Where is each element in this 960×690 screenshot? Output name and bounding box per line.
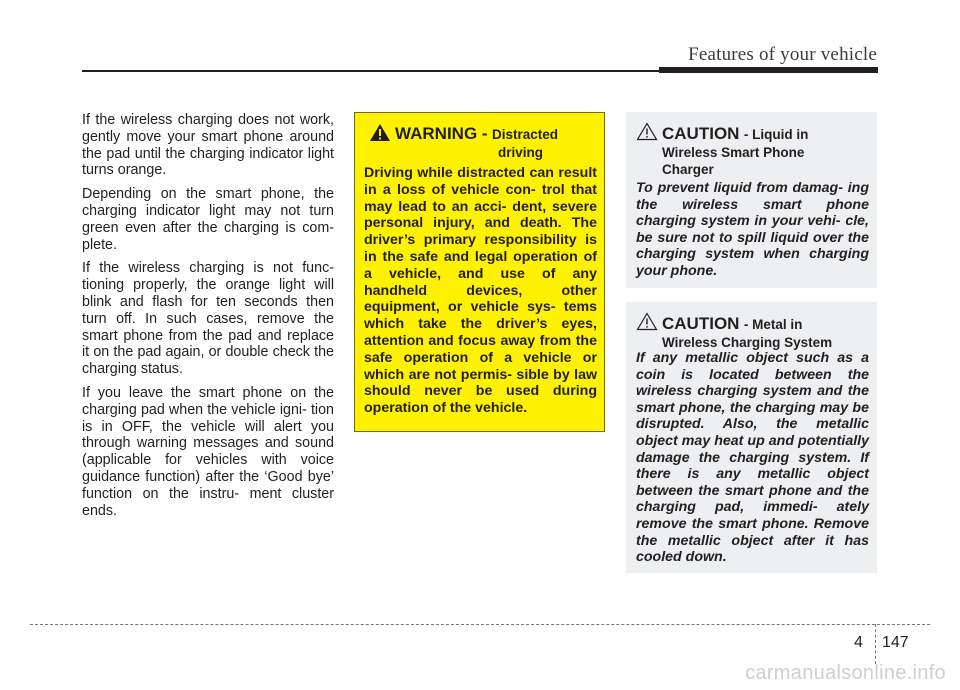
- caution-triangle-icon: [636, 312, 658, 336]
- caution-liquid-subtitle: - Liquid in: [743, 127, 809, 142]
- caution-liquid-subtitle-3: Charger: [662, 162, 714, 177]
- caution-liquid-box: [626, 112, 877, 288]
- caution-metal-label: CAUTION: [662, 314, 740, 333]
- caution-metal-heading: [662, 314, 872, 351]
- warning-box: [354, 112, 605, 432]
- warning-subtitle: Distracted: [492, 127, 559, 142]
- caution-liquid-label: CAUTION: [662, 124, 740, 143]
- paragraph-1: If the wireless charging does not work, gently move your smart phone around the pad until the charging indicator light turns orange.: [82, 112, 334, 179]
- warning-label: WARNING -: [395, 124, 488, 143]
- warning-body: Driving while distracted can result in a loss of vehicle con- trol that may lead to an acci- dent, severe personal injury, and death. The driver’s primary responsibility is in the safe and legal operation of a vehicle, and use of any handheld devices, other equipment, or vehicle sys- tems which take the driver’s eyes, attention and focus away from the safe operation of a vehicle or which are not permis- sible by law should never be used during operation of the vehicle.: [364, 165, 597, 417]
- caution-metal-box: [626, 302, 877, 573]
- header-title: Features of your vehicle: [688, 44, 877, 65]
- page-number: 147: [882, 634, 909, 651]
- caution-metal-subtitle: - Metal in: [743, 317, 803, 332]
- caution-liquid-subtitle-2: Wireless Smart Phone: [662, 145, 805, 160]
- page-chapter: 4: [854, 634, 863, 651]
- body-column: [82, 112, 334, 526]
- caution-metal-subtitle-2: Wireless Charging System: [662, 335, 833, 350]
- page-separator: [875, 624, 876, 664]
- warning-subtitle-2: driving: [498, 145, 544, 160]
- paragraph-2: Depending on the smart phone, the charging indicator light may not turn green even after the charging is com- plete.: [82, 186, 334, 253]
- footer-rule: [30, 624, 930, 625]
- warning-triangle-icon: [369, 123, 391, 147]
- header-rule-thick: [659, 67, 878, 73]
- paragraph-4: If you leave the smart phone on the charging pad when the vehicle igni- tion is in OFF, the vehicle will alert you through warning messages and sound (applicable for vehicles with voice guidance function) after the ‘Good bye’ function on the instru- ment cluster ends.: [82, 384, 334, 519]
- watermark: carmanualsonline.info: [745, 662, 946, 684]
- caution-triangle-icon: [636, 122, 658, 146]
- caution-liquid-heading: [662, 124, 872, 178]
- caution-metal-body: If any metallic object such as a coin is located between the wireless charging system and the smart phone, the charging may be disrupted. Also, the metallic object may heat up and potentially damage the charging system. If there is any metallic object between the smart phone and the charging pad, immedi- ately remove the smart phone. Remove the metallic object after it has cooled down.: [636, 350, 869, 566]
- warning-heading: [395, 124, 600, 160]
- caution-liquid-body: To prevent liquid from damag- ing the wireless smart phone charging system in your vehi- cle, be sure not to spill liquid over the charging system when charging your phone.: [636, 180, 869, 279]
- paragraph-3: If the wireless charging is not func- tioning properly, the orange light will blink and flash for ten seconds then turn off. In such cases, remove the smart phone from the pad and replace it on the pad again, or double check the charging status.: [82, 260, 334, 378]
